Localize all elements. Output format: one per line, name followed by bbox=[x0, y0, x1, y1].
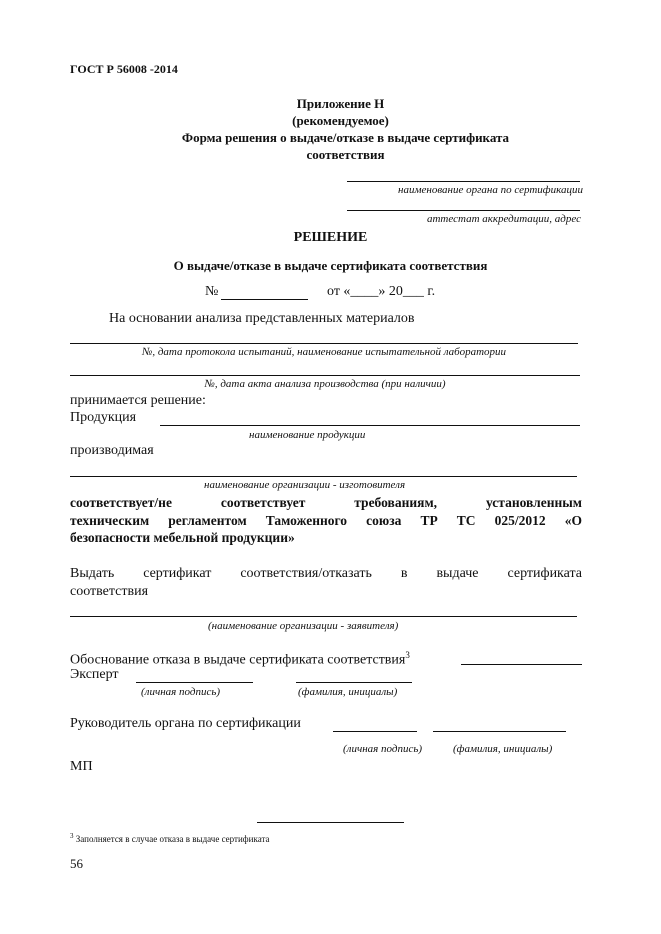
compliance-line3: безопасности мебельной продукции» bbox=[70, 530, 295, 545]
manufacturer-line bbox=[70, 476, 577, 477]
page-number: 56 bbox=[70, 856, 83, 871]
decision-subheading: О выдаче/отказе в выдаче сертификата соответствия bbox=[173, 258, 488, 273]
head-name-caption: (фамилия, инициалы) bbox=[453, 743, 553, 755]
expert-name-caption: (фамилия, инициалы) bbox=[298, 686, 398, 698]
product-label: Продукция bbox=[70, 410, 137, 425]
issue-line2: соответствия bbox=[70, 584, 149, 599]
decision-taken-label: принимается решение: bbox=[70, 393, 206, 408]
basis-intro: На основании анализа представленных материалов bbox=[109, 311, 415, 326]
decision-date: от «____» 20___ г. bbox=[327, 284, 436, 299]
footnote-text: Заполняется в случае отказа в выдаче сертификата bbox=[75, 834, 270, 844]
refusal-line bbox=[461, 664, 582, 665]
form-title-line2: соответствия bbox=[306, 147, 385, 162]
head-label: Руководитель органа по сертификации bbox=[70, 716, 301, 731]
protocol-line bbox=[70, 343, 578, 344]
expert-name-line bbox=[296, 682, 412, 683]
applicant-line bbox=[70, 616, 577, 617]
decision-number-line bbox=[221, 299, 308, 300]
head-signature-line bbox=[333, 731, 417, 732]
form-title-line1: Форма решения о выдаче/отказе в выдаче сертификата bbox=[181, 130, 510, 145]
footnote-separator bbox=[257, 822, 404, 823]
accreditation-caption: аттестат аккредитации, адрес bbox=[426, 213, 581, 225]
head-name-line bbox=[433, 731, 566, 732]
applicant-caption: (наименование организации - заявителя) bbox=[208, 620, 399, 632]
expert-signature-caption: (личная подпись) bbox=[141, 686, 220, 698]
product-caption: наименование продукции bbox=[249, 429, 366, 441]
expert-signature-line bbox=[136, 682, 253, 683]
authority-name-line bbox=[347, 181, 580, 182]
footnote bbox=[70, 832, 270, 844]
decision-heading: РЕШЕНИЕ bbox=[293, 230, 368, 245]
issue-line1: Выдать сертификат соответствия/отказать в выдаче сертификата bbox=[70, 566, 582, 581]
appendix-status: (рекомендуемое) bbox=[292, 113, 389, 128]
manufacturer-caption: наименование организации - изготовителя bbox=[204, 479, 406, 491]
refusal-label: Обоснование отказа в выдаче сертификата соответствия$^3$ bbox=[70, 650, 410, 668]
appendix-title: Приложение Н bbox=[296, 96, 385, 111]
expert-label: Эксперт bbox=[70, 667, 119, 682]
produced-label: производимая bbox=[70, 443, 154, 458]
footnote-mark: 3 bbox=[70, 832, 74, 840]
compliance-line1: соответствует/не соответствует требованиям, установленным bbox=[70, 495, 582, 510]
compliance-line2: техническим регламентом Таможенного союза ТР ТС 025/2012 «О bbox=[70, 513, 582, 528]
refusal-footnote-mark: 3 bbox=[405, 650, 410, 660]
accreditation-line bbox=[347, 210, 580, 211]
production-act-line bbox=[70, 375, 580, 376]
standard-code: ГОСТ Р 56008 -2014 bbox=[70, 62, 178, 76]
production-act-caption: №, дата акта анализа производства (при наличии) bbox=[204, 378, 446, 390]
seal-label: МП bbox=[70, 759, 93, 774]
decision-number-label: № bbox=[205, 284, 219, 299]
product-line bbox=[160, 425, 580, 426]
authority-name-caption: наименование органа по сертификации bbox=[398, 184, 583, 196]
head-signature-caption: (личная подпись) bbox=[343, 743, 422, 755]
protocol-caption: №, дата протокола испытаний, наименование испытательной лаборатории bbox=[141, 346, 507, 358]
